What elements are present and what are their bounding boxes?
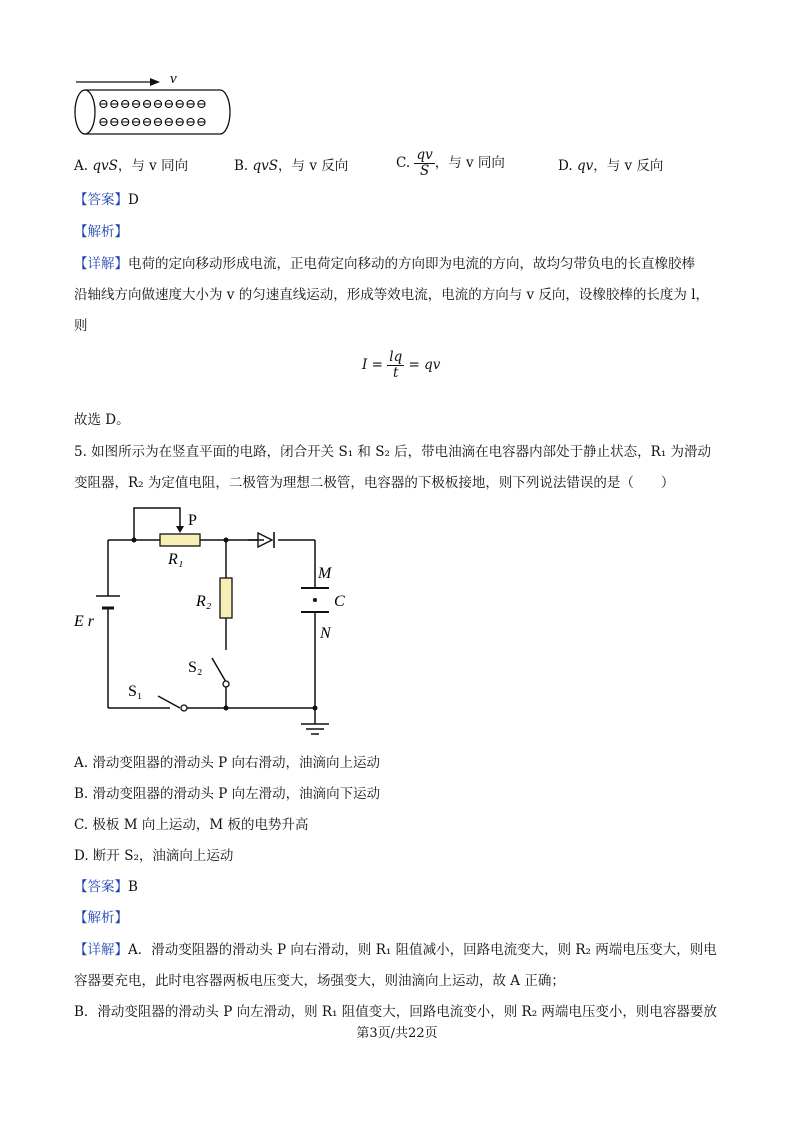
q5-option-d: D. 断开 S₂，油滴向上运动: [74, 848, 234, 864]
label-s1: S₁: [128, 683, 143, 700]
rod-charges-row-2: ⊖⊖⊖⊖⊖⊖⊖⊖⊖⊖: [98, 114, 207, 129]
q5-detail-line-1: 【详解】A．滑动变阻器的滑动头 P 向右滑动，则 R₁ 阻值减小，回路电流变大，则 R₂ 两端电压变大，则电: [74, 942, 717, 958]
q5-option-b: B. 滑动变阻器的滑动头 P 向左滑动，油滴向下运动: [74, 786, 381, 802]
q4-detail-line-3: 则: [74, 318, 88, 334]
slider-arrow: [176, 526, 184, 533]
q4-detail-line-1: 【详解】电荷的定向移动形成电流，正电荷定向移动的方向即为电流的方向，故均匀带负电的长直橡胶棒: [74, 256, 695, 272]
label-r1: R₁: [168, 551, 184, 568]
rod-charges-row-1: ⊖⊖⊖⊖⊖⊖⊖⊖⊖⊖: [98, 96, 207, 111]
rod-left-end: [75, 90, 95, 134]
label-m: M: [318, 565, 332, 582]
label-n: N: [320, 625, 331, 642]
q4-conclusion: 故选 D。: [74, 412, 130, 428]
q4-formula-fraction: $\frac{lq}{t}$: [389, 349, 403, 381]
label-er: E r: [74, 613, 94, 630]
q4-option-d: D. qv，与 v 反向: [558, 158, 664, 174]
q4-answer: 【答案】D: [74, 192, 139, 208]
rod-right-end: [220, 90, 230, 134]
velocity-label: v: [170, 71, 177, 87]
label-r2: R₂: [196, 593, 212, 610]
label-c: C: [334, 593, 345, 610]
charged-rod-figure: [70, 68, 240, 144]
oil-drop: [313, 598, 317, 602]
label-p: P: [188, 512, 197, 529]
q5-detail-line-2: 容器要充电，此时电容器两板电压变大，场强变大，则油滴向上运动，故 A 正确；: [74, 973, 565, 989]
node-top-mid: [224, 538, 229, 543]
page-footer: 第3页/共22页: [356, 1026, 438, 1041]
q4-option-a: A. qvS，与 v 同向: [74, 158, 189, 174]
node-bottom-mid: [224, 706, 229, 711]
q5-stem-line-2: 变阻器，R₂ 为定值电阻，二极管为理想二极管，电容器的下极板接地，则下列说法错误的是（ ）: [74, 475, 675, 491]
node-top-left: [132, 538, 137, 543]
node-bottom-right: [313, 706, 318, 711]
q5-stem-line-1: 5. 如图所示为在竖直平面的电路，闭合开关 S₁ 和 S₂ 后，带电油滴在电容器内部处于静止状态，R₁ 为滑动: [74, 444, 712, 460]
q4-analysis-tag: 【解析】: [74, 224, 128, 240]
q5-answer: 【答案】B: [74, 879, 138, 895]
q4-option-c-fraction: $\frac{qv}{S}$: [416, 147, 433, 179]
q4-formula: I = $\frac{lq}{t}$ = qv: [362, 349, 441, 381]
q4-option-c: C. $\frac{qv}{S}$ ，与 v 同向: [396, 147, 505, 179]
resistor-r1: [160, 534, 200, 546]
switch-s2-terminal: [223, 681, 229, 687]
q4-detail-line-2: 沿轴线方向做速度大小为 v 的匀速直线运动，形成等效电流，电流的方向与 v 反向，设橡胶棒的长度为 l，: [74, 287, 710, 303]
circuit-diagram: [60, 500, 370, 750]
q5-option-a: A. 滑动变阻器的滑动头 P 向右滑动，油滴向上运动: [74, 755, 380, 771]
q5-detail-line-3: B．滑动变阻器的滑动头 P 向左滑动，则 R₁ 阻值变大，回路电流变小，则 R₂ 两端电压变小，则电容器要放: [74, 1004, 717, 1020]
label-s2: S₂: [188, 659, 203, 676]
q4-option-b: B. qvS，与 v 反向: [234, 158, 349, 174]
switch-s1-terminal: [181, 705, 187, 711]
q5-analysis-tag: 【解析】: [74, 910, 128, 926]
q5-option-c: C. 极板 M 向上运动，M 板的电势升高: [74, 817, 309, 833]
resistor-r2: [220, 578, 232, 618]
switch-s2-blade: [212, 658, 226, 682]
switch-s1-blade: [158, 696, 180, 708]
velocity-arrow-head: [150, 78, 160, 86]
